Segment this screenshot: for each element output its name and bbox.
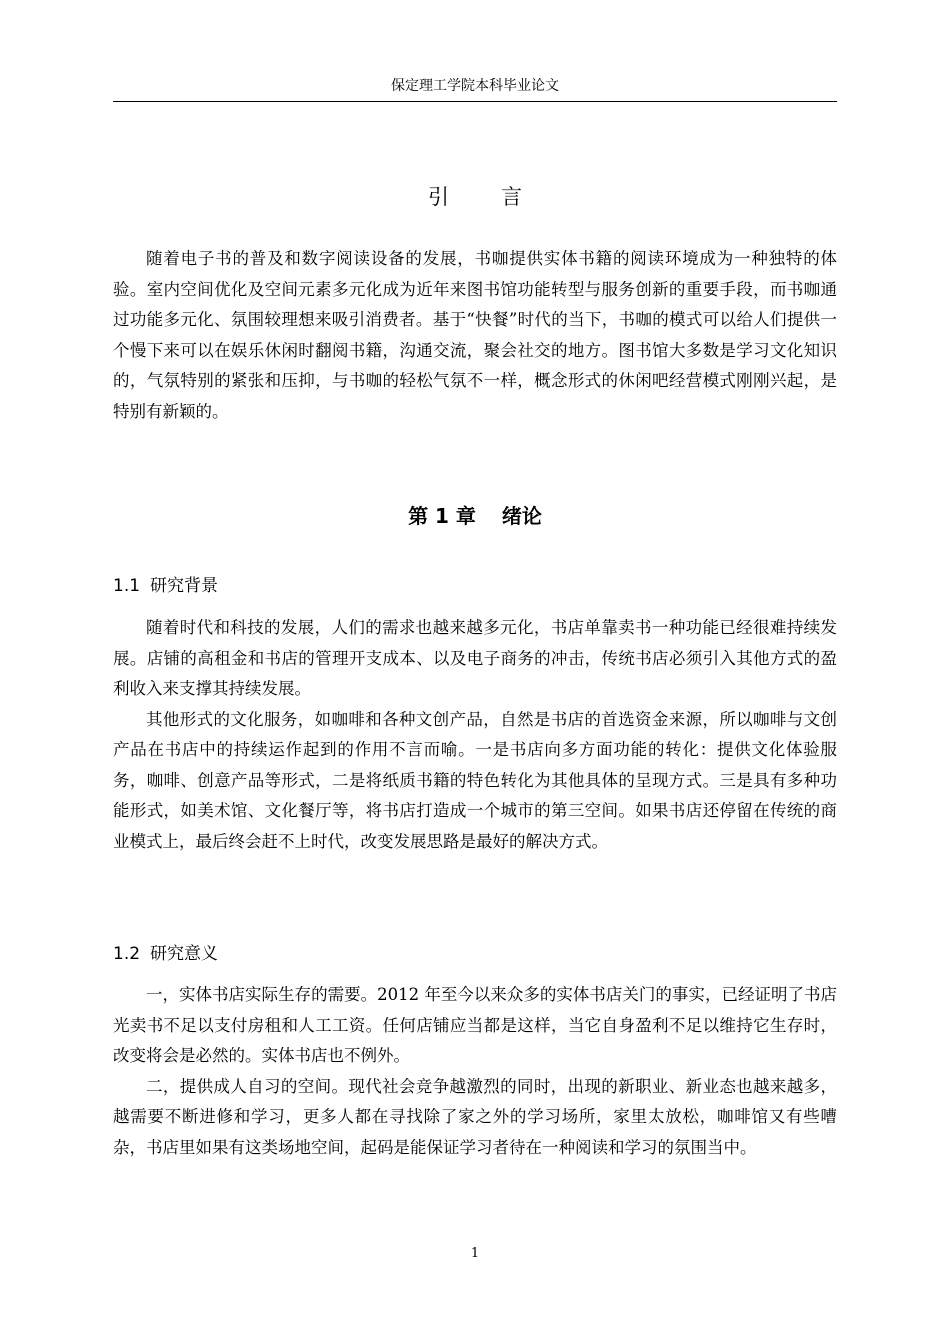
- page-number: 1: [470, 1246, 480, 1261]
- intro-title: [113, 183, 837, 211]
- section-name: 研究意义: [150, 944, 219, 964]
- section-1-2-body: [113, 980, 837, 1163]
- body-paragraph: 二，提供成人自习的空间。现代社会竞争越激烈的同时，出现的新职业、新业态也越来越多，越需要不断进修和学习，更多人都在寻找除了家之外的学习场所，家里太放松，咖啡馆又有些嘈杂，书店里如果有这类场地空间，起码是能保证学习者待在一种阅读和学习的氛围当中。: [113, 1076, 837, 1157]
- chapter-title: [113, 502, 837, 530]
- header-rule: [113, 101, 837, 102]
- section-1-1-body: [113, 613, 837, 857]
- running-header: 保定理工学院本科毕业论文: [391, 78, 559, 94]
- intro-title-right: 言: [501, 185, 522, 209]
- section-name: 研究背景: [150, 576, 219, 596]
- section-title-1-1: [113, 573, 837, 599]
- body-paragraph: 一，实体书店实际生存的需要。2012 年至今以来众多的实体书店关门的事实，已经证明了书店光卖书不足以支付房租和人工工资。任何店铺应当都是这样，当它自身盈利不足以维持它生存时，改变将会是必然的。实体书店也不例外。: [113, 985, 837, 1065]
- intro-paragraph: 随着电子书的普及和数字阅读设备的发展，书咖提供实体书籍的阅读环境成为一种独特的体验。室内空间优化及空间元素多元化成为近年来图书馆功能转型与服务创新的重要手段，而书咖通过功能多元化、氛围较理想来吸引消费者。基于“快餐”时代的当下，书咖的模式可以给人们提供一个慢下来可以在娱乐休闲时翻阅书籍，沟通交流，聚会社交的地方。图书馆大多数是学习文化知识的，气氛特别的紧张和压抑，与书咖的轻松气氛不一样，概念形式的休闲吧经营模式刚刚兴起，是特别有新颖的。: [113, 249, 837, 421]
- section-number: 1.2: [113, 944, 141, 964]
- intro-title-left: 引: [428, 185, 449, 209]
- section-title-1-2: [113, 941, 837, 967]
- body-paragraph: 随着时代和科技的发展，人们的需求也越来越多元化，书店单靠卖书一种功能已经很难持续发展。店铺的高租金和书店的管理开支成本、以及电子商务的冲击，传统书店必须引入其他方式的盈利收入来支撑其持续发展。: [113, 618, 837, 698]
- section-number: 1.1: [113, 576, 141, 596]
- chapter-number: 第 1 章: [408, 504, 476, 528]
- intro-body: [113, 244, 837, 427]
- body-paragraph: 其他形式的文化服务，如咖啡和各种文创产品，自然是书店的首选资金来源，所以咖啡与文创产品在书店中的持续运作起到的作用不言而喻。一是书店向多方面功能的转化：提供文化体验服务，咖啡、创意产品等形式，二是将纸质书籍的特色转化为其他具体的呈现方式。三是具有多种功能形式，如美术馆、文化餐厅等，将书店打造成一个城市的第三空间。如果书店还停留在传统的商业模式上，最后终会赶不上时代，改变发展思路是最好的解决方式。: [113, 709, 837, 851]
- chapter-name: 绪论: [501, 504, 542, 528]
